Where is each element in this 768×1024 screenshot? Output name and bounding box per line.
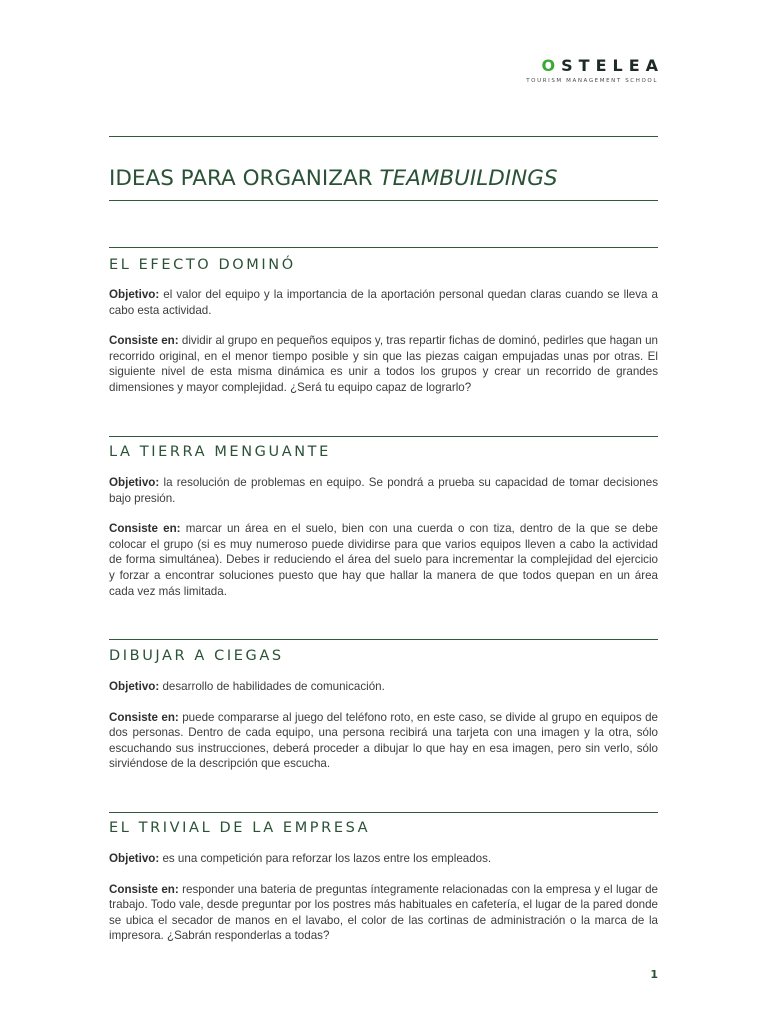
section-rule: [109, 639, 658, 640]
objetivo-paragraph: [109, 851, 658, 867]
consiste-paragraph: [109, 521, 658, 599]
section-efecto-domino: [109, 257, 658, 396]
section-heading: EL TRIVIAL DE LA EMPRESA: [109, 820, 371, 836]
objetivo-paragraph: [109, 287, 658, 318]
section-heading: EL EFECTO DOMINÓ: [109, 257, 296, 273]
consiste-label: Consiste en:: [109, 334, 179, 348]
title-top-rule: [109, 136, 658, 137]
section-trivial-empresa: [109, 820, 658, 944]
objetivo-label: Objetivo:: [109, 680, 160, 693]
consiste-label: Consiste en:: [109, 522, 181, 536]
section-tierra-menguante: [109, 444, 658, 599]
consiste-label: Consiste en:: [109, 882, 179, 896]
section-heading: LA TIERRA MENGUANTE: [109, 444, 331, 460]
consiste-label: Consiste en:: [109, 710, 179, 724]
consiste-text: marcar un área en el suelo, bien con una cuerda o con tiza, dentro de la que se debe colocar el grupo (si es muy numeroso puede dividirse para que varios equipos lleven a cabo la actividad de forma simultánea). Debes ir reduciendo el área del suelo para incrementar la complejidad del ejercicio y forzar a encontrar soluciones puesto que hay que hallar la manera de que todos quepan en un área cada vez más limitada.: [109, 522, 659, 598]
section-heading: DIBUJAR A CIEGAS: [109, 648, 284, 664]
objetivo-text: es una competición para reforzar los lazos entre los empleados.: [159, 852, 492, 865]
objetivo-label: Objetivo:: [109, 288, 160, 301]
consiste-text: dividir al grupo en pequeños equipos y, tras repartir fichas de dominó, pedirles que hagan un recorrido original, en el menor tiempo posible y sin que las piezas caigan empujadas unas por otras. El siguiente nivel de esta misma dinámica es unir a todos los grupos y crear un recorrido de grandes dimensiones y mayor complejidad. ¿Será tu equipo capaz de lograrlo?: [109, 334, 658, 394]
objetivo-label: Objetivo:: [109, 852, 160, 865]
objetivo-text: la resolución de problemas en equipo. Se pondrá a prueba su capacidad de tomar decisiones bajo presión.: [109, 476, 658, 505]
page-title: [109, 166, 558, 191]
page-title-regular: IDEAS PARA ORGANIZAR: [109, 166, 380, 192]
section-rule: [109, 436, 658, 437]
consiste-text: puede compararse al juego del teléfono roto, en este caso, se divide al grupo en equipos de dos personas. Dentro de cada equipo, una persona recibirá una tarjeta con una imagen y la otra, sólo escuchando sus instrucciones, deberá proceder a dibujar lo que hay en esa imagen, pero sin verlo, sólo sirviéndose de la descripción que escucha.: [109, 710, 659, 771]
objetivo-label: Objetivo:: [109, 476, 160, 489]
consiste-paragraph: [109, 710, 658, 772]
objetivo-paragraph: [109, 679, 658, 695]
objetivo-text: el valor del equipo y la importancia de la aportación personal quedan claras cuando se lleva a cabo esta actividad.: [109, 288, 658, 317]
page-number: 1: [650, 968, 658, 981]
objetivo-paragraph: [109, 475, 658, 506]
consiste-paragraph: [109, 882, 658, 944]
objetivo-text: desarrollo de habilidades de comunicación.: [159, 680, 385, 693]
logo-wordmark: [526, 56, 664, 75]
consiste-paragraph: [109, 333, 658, 395]
title-bottom-rule: [109, 200, 658, 201]
page-title-italic: TEAMBUILDINGS: [379, 166, 558, 192]
section-dibujar-a-ciegas: [109, 648, 658, 772]
section-rule: [109, 812, 658, 813]
logo-o-letter: O: [541, 56, 562, 75]
ostelea-logo: [526, 56, 664, 84]
logo-subtitle: TOURISM MANAGEMENT SCHOOL: [526, 78, 658, 84]
consiste-text: responder una bateria de preguntas íntegramente relacionadas con la empresa y el lugar de trabajo. Todo vale, desde preguntar por los postres más habituales en cafetería, el lugar de la pared donde se ubica el secador de manos en el lavabo, el color de las cortinas de administración o la marca de la impresora. ¿Sabrán responderlas a todas?: [109, 882, 659, 943]
logo-rest-letters: STELEA: [561, 56, 664, 75]
section-rule: [109, 247, 658, 248]
